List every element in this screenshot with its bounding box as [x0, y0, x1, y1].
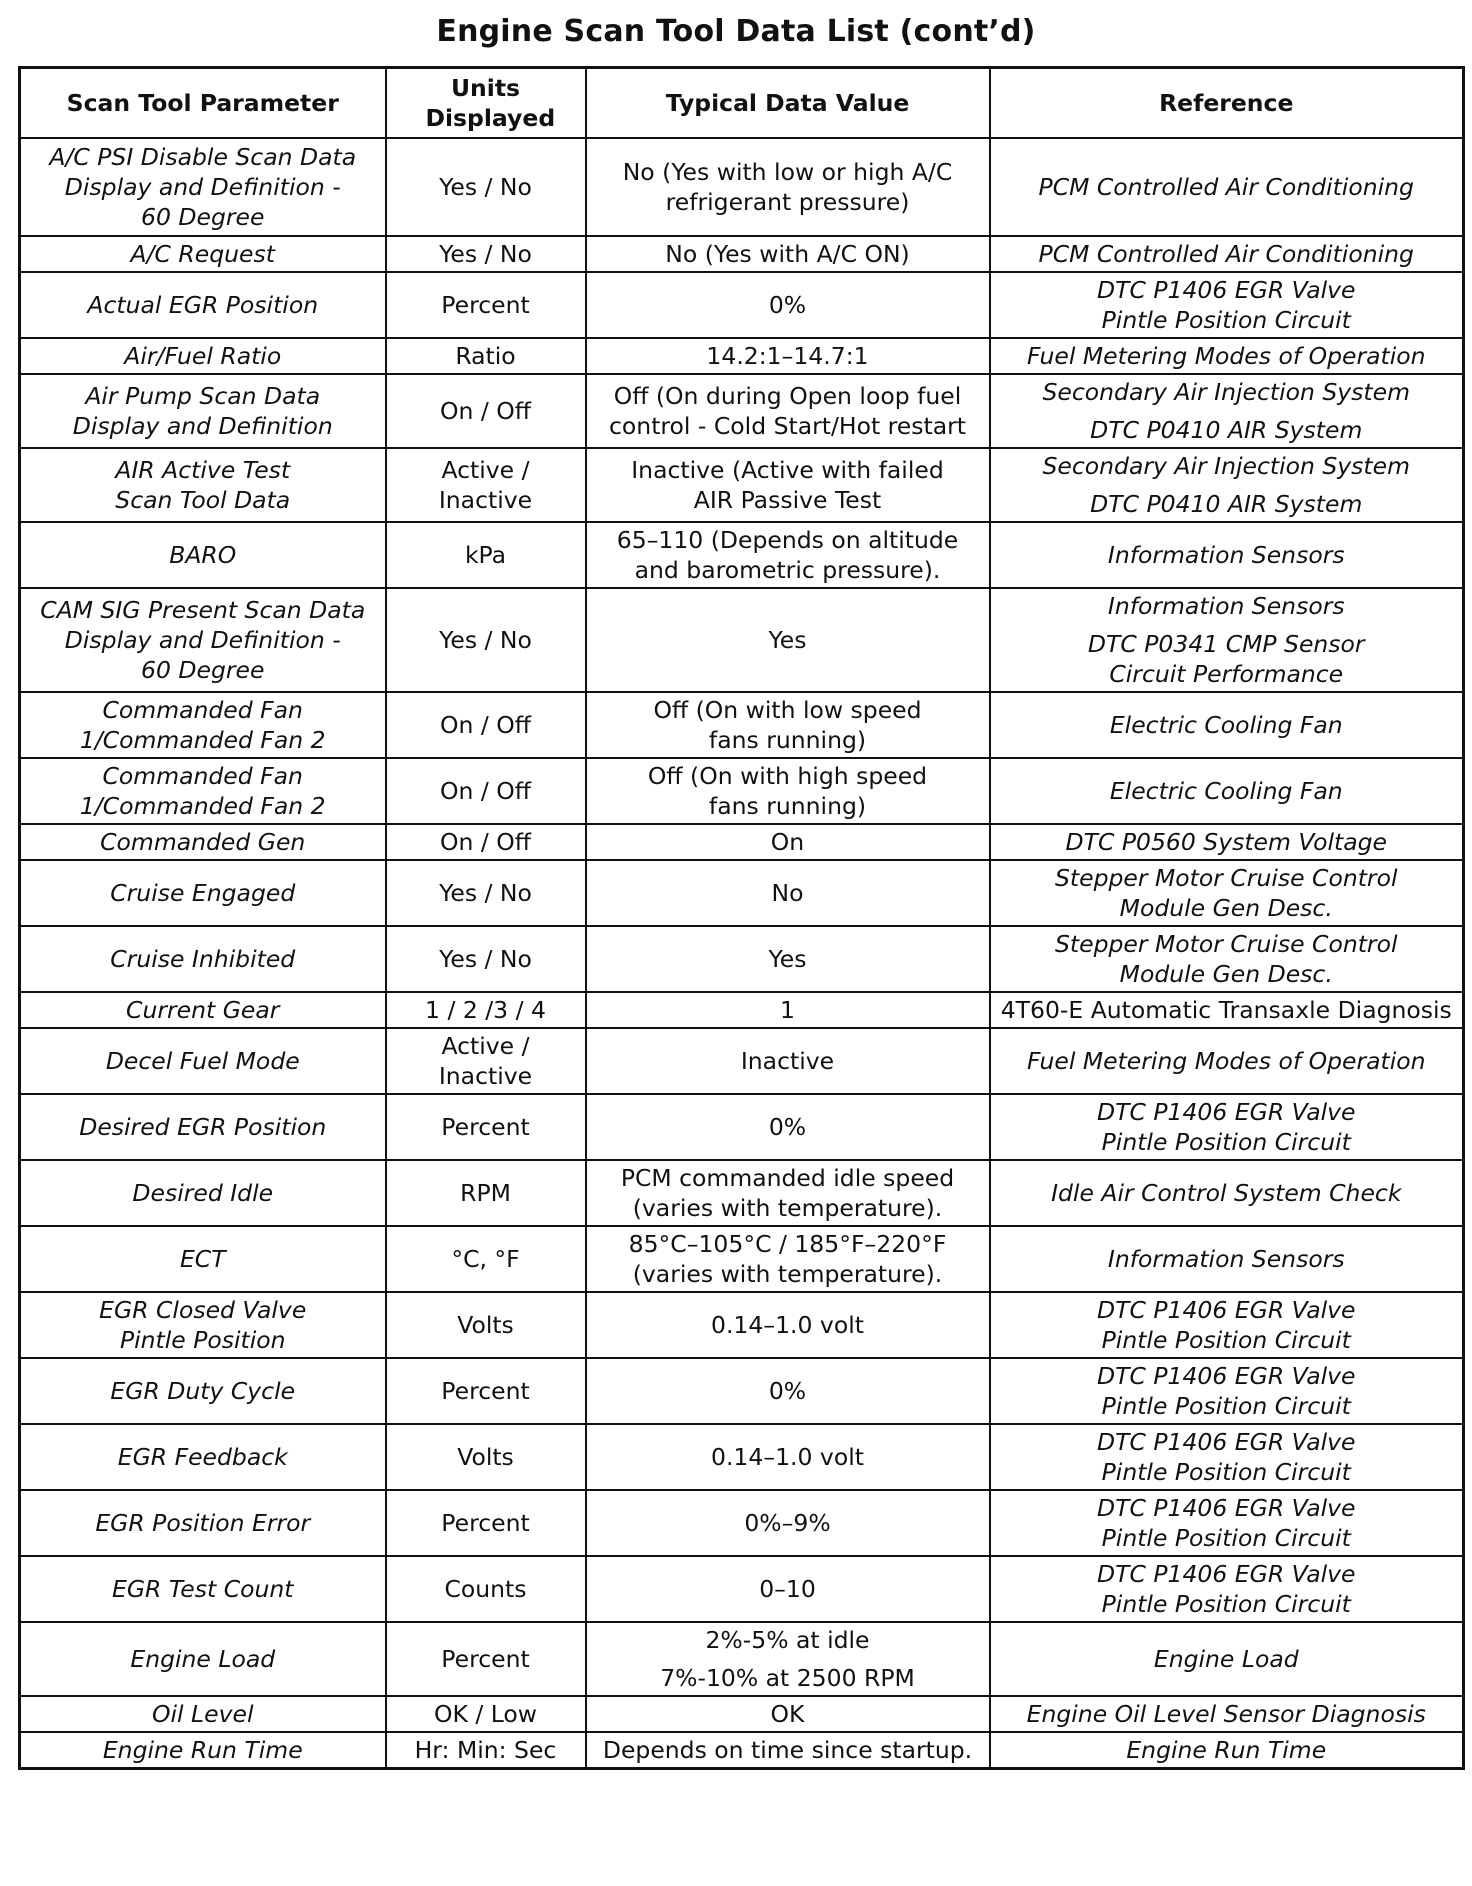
table-row [20, 692, 1464, 758]
cell-line: EGR Position Error [95, 1509, 311, 1537]
cell-parameter [20, 1490, 386, 1556]
cell-typical-value [586, 1622, 990, 1696]
cell-line: Information Sensors [1107, 1245, 1345, 1273]
cell-line: 60 Degree [141, 656, 265, 684]
cell-units: kPa [386, 522, 586, 588]
cell-units: 1 / 2 /3 / 4 [386, 992, 586, 1028]
cell-line: EGR Feedback [117, 1443, 288, 1471]
line-spacer [999, 481, 1455, 489]
cell-reference [990, 758, 1464, 824]
cell-line: No [771, 879, 804, 907]
cell-line: Depends on time since startup. [602, 1736, 973, 1764]
cell-line: Secondary Air Injection System [1042, 378, 1410, 406]
cell-line: OK [770, 1700, 805, 1728]
table-row [20, 992, 1464, 1028]
cell-typical-value [586, 1358, 990, 1424]
cell-line: DTC P0410 AIR System [1090, 416, 1363, 444]
cell-parameter [20, 338, 386, 374]
cell-line: and barometric pressure). [634, 556, 941, 584]
cell-line: Pintle Position Circuit [1101, 1128, 1351, 1156]
cell-line: DTC P0410 AIR System [1090, 490, 1363, 518]
cell-line: Yes [768, 626, 807, 654]
cell-parameter [20, 824, 386, 860]
cell-units: On / Off [386, 824, 586, 860]
cell-line: Pintle Position [119, 1326, 286, 1354]
cell-line: No (Yes with low or high A/C [622, 158, 953, 186]
cell-line: A/C PSI Disable Scan Data [49, 143, 357, 171]
cell-typical-value [586, 448, 990, 522]
cell-line: Engine Load [130, 1645, 276, 1673]
line-spacer [999, 621, 1455, 629]
cell-units: Percent [386, 1490, 586, 1556]
cell-line: refrigerant pressure) [665, 188, 910, 216]
cell-parameter [20, 860, 386, 926]
cell-line: 1/Commanded Fan 2 [79, 726, 326, 754]
cell-reference [990, 1696, 1464, 1732]
cell-units: Yes / No [386, 236, 586, 272]
cell-units: °C, °F [386, 1226, 586, 1292]
cell-line: Commanded Gen [100, 828, 306, 856]
cell-units: RPM [386, 1160, 586, 1226]
cell-line: 0%–9% [744, 1509, 831, 1537]
cell-parameter [20, 138, 386, 236]
cell-line: DTC P1406 EGR Valve [1097, 1494, 1356, 1522]
cell-line: DTC P1406 EGR Valve [1097, 1098, 1356, 1126]
cell-line: Pintle Position Circuit [1101, 1524, 1351, 1552]
cell-typical-value [586, 272, 990, 338]
cell-parameter [20, 1292, 386, 1358]
cell-units: On / Off [386, 758, 586, 824]
cell-line: Off (On during Open loop fuel [613, 382, 962, 410]
column-header-reference: Reference [990, 68, 1464, 139]
cell-reference [990, 1622, 1464, 1696]
cell-line: Current Gear [126, 996, 280, 1024]
cell-parameter [20, 1094, 386, 1160]
cell-units: Yes / No [386, 138, 586, 236]
table-row [20, 1028, 1464, 1094]
cell-reference [990, 1556, 1464, 1622]
cell-line: Yes [768, 945, 807, 973]
cell-typical-value [586, 1292, 990, 1358]
cell-parameter [20, 758, 386, 824]
cell-typical-value [586, 926, 990, 992]
table-row [20, 522, 1464, 588]
table-row [20, 272, 1464, 338]
cell-units: Ratio [386, 338, 586, 374]
cell-units: Active / Inactive [386, 1028, 586, 1094]
cell-line: Engine Load [1153, 1645, 1299, 1673]
cell-parameter [20, 926, 386, 992]
cell-line: DTC P0560 System Voltage [1065, 828, 1387, 856]
cell-line: 1 [780, 996, 795, 1024]
cell-units: Volts [386, 1292, 586, 1358]
cell-reference [990, 138, 1464, 236]
cell-line: Cruise Inhibited [110, 945, 296, 973]
cell-parameter [20, 588, 386, 692]
cell-parameter [20, 236, 386, 272]
cell-line: AIR Passive Test [693, 486, 882, 514]
cell-line: BARO [169, 541, 237, 569]
cell-line: Display and Definition - [64, 626, 341, 654]
cell-line: Air Pump Scan Data [85, 382, 321, 410]
column-header-units [386, 68, 586, 139]
cell-parameter [20, 448, 386, 522]
cell-units: On / Off [386, 692, 586, 758]
cell-line: 60 Degree [141, 203, 265, 231]
cell-typical-value [586, 1732, 990, 1769]
cell-line: 0% [768, 1113, 807, 1141]
cell-line: Circuit Performance [1109, 660, 1344, 688]
cell-reference [990, 374, 1464, 448]
table-row [20, 1732, 1464, 1769]
cell-typical-value [586, 588, 990, 692]
line-spacer [595, 1655, 981, 1663]
cell-line: Pintle Position Circuit [1101, 1392, 1351, 1420]
cell-parameter [20, 522, 386, 588]
cell-typical-value [586, 522, 990, 588]
cell-reference [990, 692, 1464, 758]
line-spacer [999, 407, 1455, 415]
cell-typical-value [586, 1490, 990, 1556]
table-row [20, 1226, 1464, 1292]
cell-line: Off (On with low speed [653, 696, 922, 724]
cell-line: Information Sensors [1107, 541, 1345, 569]
cell-reference [990, 522, 1464, 588]
cell-line: DTC P1406 EGR Valve [1097, 276, 1356, 304]
cell-units: Volts [386, 1424, 586, 1490]
cell-typical-value [586, 992, 990, 1028]
scan-tool-data-table [18, 66, 1465, 1770]
table-row [20, 588, 1464, 692]
page-title: Engine Scan Tool Data List (cont’d) [436, 14, 1036, 49]
cell-line: Engine Oil Level Sensor Diagnosis [1026, 1700, 1426, 1728]
cell-line: EGR Duty Cycle [110, 1377, 296, 1405]
cell-typical-value [586, 374, 990, 448]
cell-line: Information Sensors [1107, 592, 1345, 620]
cell-units: On / Off [386, 374, 586, 448]
cell-units: Percent [386, 1094, 586, 1160]
cell-line: Display and Definition - [64, 173, 341, 201]
cell-units: Percent [386, 1622, 586, 1696]
cell-parameter [20, 1226, 386, 1292]
cell-line: EGR Closed Valve [99, 1296, 307, 1324]
cell-reference [990, 338, 1464, 374]
cell-parameter [20, 1622, 386, 1696]
cell-units: Yes / No [386, 588, 586, 692]
cell-units: OK / Low [386, 1696, 586, 1732]
cell-units: Yes / No [386, 860, 586, 926]
cell-line: Commanded Fan [102, 696, 303, 724]
cell-line: DTC P1406 EGR Valve [1097, 1428, 1356, 1456]
cell-reference [990, 272, 1464, 338]
table-row [20, 374, 1464, 448]
cell-line: Electric Cooling Fan [1109, 711, 1343, 739]
table-row [20, 1094, 1464, 1160]
table-row [20, 1292, 1464, 1358]
cell-line: Module Gen Desc. [1119, 960, 1333, 988]
table-row [20, 338, 1464, 374]
cell-line: Scan Tool Data [115, 486, 291, 514]
cell-line: 0–10 [759, 1575, 816, 1603]
cell-line: (varies with temperature). [632, 1260, 943, 1288]
cell-line: Air/Fuel Ratio [124, 342, 282, 370]
table-row [20, 926, 1464, 992]
cell-line: 14.2:1–14.7:1 [706, 342, 869, 370]
cell-line: Pintle Position Circuit [1101, 1458, 1351, 1486]
table-row [20, 448, 1464, 522]
cell-line: 85°C–105°C / 185°F–220°F [628, 1230, 947, 1258]
cell-typical-value [586, 236, 990, 272]
cell-line: Pintle Position Circuit [1101, 1590, 1351, 1618]
cell-line: 0% [768, 291, 807, 319]
cell-line: Off (On with high speed [647, 762, 928, 790]
cell-line: Commanded Fan [102, 762, 303, 790]
cell-line: Stepper Motor Cruise Control [1054, 864, 1398, 892]
table-row [20, 1160, 1464, 1226]
cell-reference [990, 1160, 1464, 1226]
cell-reference [990, 926, 1464, 992]
cell-reference [990, 1358, 1464, 1424]
cell-line: 4T60-E Automatic Transaxle Diagnosis [1000, 996, 1452, 1024]
cell-typical-value [586, 1696, 990, 1732]
cell-line: Electric Cooling Fan [1109, 777, 1343, 805]
table-row [20, 236, 1464, 272]
cell-line: Oil Level [152, 1700, 254, 1728]
cell-typical-value [586, 1028, 990, 1094]
cell-line: 65–110 (Depends on altitude [616, 526, 959, 554]
cell-line: A/C Request [130, 240, 275, 268]
cell-parameter [20, 1424, 386, 1490]
cell-parameter [20, 692, 386, 758]
cell-line: Inactive [740, 1047, 835, 1075]
cell-line: DTC P1406 EGR Valve [1097, 1296, 1356, 1324]
cell-typical-value [586, 860, 990, 926]
cell-line: Desired EGR Position [79, 1113, 327, 1141]
cell-line: Fuel Metering Modes of Operation [1026, 1047, 1426, 1075]
table-row [20, 758, 1464, 824]
cell-line: Pintle Position Circuit [1101, 1326, 1351, 1354]
cell-line: CAM SIG Present Scan Data [40, 596, 366, 624]
cell-line: Secondary Air Injection System [1042, 452, 1410, 480]
cell-line: Decel Fuel Mode [105, 1047, 300, 1075]
cell-typical-value [586, 758, 990, 824]
cell-typical-value [586, 692, 990, 758]
cell-reference [990, 1424, 1464, 1490]
cell-line: Engine Run Time [102, 1736, 303, 1764]
cell-typical-value [586, 1160, 990, 1226]
cell-line: DTC P1406 EGR Valve [1097, 1560, 1356, 1588]
table-row [20, 1622, 1464, 1696]
cell-reference [990, 992, 1464, 1028]
cell-line: Module Gen Desc. [1119, 894, 1333, 922]
cell-line: DTC P1406 EGR Valve [1097, 1362, 1356, 1390]
cell-line: control - Cold Start/Hot restart [609, 412, 966, 440]
table-body [20, 138, 1464, 1769]
cell-units: Active / Inactive [386, 448, 586, 522]
cell-reference [990, 1490, 1464, 1556]
cell-typical-value [586, 338, 990, 374]
cell-parameter [20, 374, 386, 448]
cell-line: 7%-10% at 2500 RPM [660, 1664, 915, 1692]
cell-line: Inactive (Active with failed [631, 456, 944, 484]
cell-units: Hr: Min: Sec [386, 1732, 586, 1769]
cell-typical-value [586, 1556, 990, 1622]
cell-reference [990, 588, 1464, 692]
cell-parameter [20, 1028, 386, 1094]
cell-line: Pintle Position Circuit [1101, 306, 1351, 334]
cell-line: (varies with temperature). [632, 1194, 943, 1222]
cell-line: ECT [179, 1245, 226, 1273]
cell-line: 0% [768, 1377, 807, 1405]
cell-reference [990, 236, 1464, 272]
cell-parameter [20, 1556, 386, 1622]
cell-line: PCM Controlled Air Conditioning [1038, 173, 1414, 201]
cell-reference [990, 860, 1464, 926]
units-header-line: Units Displayed [425, 74, 556, 132]
cell-parameter [20, 272, 386, 338]
cell-line: Engine Run Time [1126, 1736, 1327, 1764]
cell-reference [990, 448, 1464, 522]
cell-reference [990, 1094, 1464, 1160]
cell-parameter [20, 1732, 386, 1769]
cell-line: 0.14–1.0 volt [711, 1443, 864, 1471]
cell-units: Percent [386, 1358, 586, 1424]
cell-line: Desired Idle [132, 1179, 274, 1207]
cell-units: Counts [386, 1556, 586, 1622]
cell-line: Idle Air Control System Check [1051, 1179, 1402, 1207]
cell-line: Fuel Metering Modes of Operation [1026, 342, 1426, 370]
cell-line: On [770, 828, 805, 856]
cell-units: Yes / No [386, 926, 586, 992]
cell-reference [990, 1292, 1464, 1358]
cell-line: DTC P0341 CMP Sensor [1087, 630, 1365, 658]
cell-line: AIR Active Test [115, 456, 291, 484]
table-row [20, 1696, 1464, 1732]
cell-typical-value [586, 138, 990, 236]
cell-typical-value [586, 1094, 990, 1160]
cell-line: No (Yes with A/C ON) [665, 240, 910, 268]
cell-parameter [20, 992, 386, 1028]
cell-typical-value [586, 1226, 990, 1292]
cell-units: Percent [386, 272, 586, 338]
cell-parameter [20, 1160, 386, 1226]
cell-line: fans running) [708, 726, 867, 754]
table-row [20, 1556, 1464, 1622]
cell-typical-value [586, 824, 990, 860]
table-row [20, 1490, 1464, 1556]
cell-reference [990, 824, 1464, 860]
cell-line: 0.14–1.0 volt [711, 1311, 864, 1339]
cell-typical-value [586, 1424, 990, 1490]
table-header-row [20, 68, 1464, 139]
cell-reference [990, 1028, 1464, 1094]
table-row [20, 860, 1464, 926]
cell-line: Stepper Motor Cruise Control [1054, 930, 1398, 958]
cell-parameter [20, 1358, 386, 1424]
cell-line: Cruise Engaged [110, 879, 296, 907]
table-row [20, 138, 1464, 236]
cell-line: PCM commanded idle speed [620, 1164, 955, 1192]
cell-line: Display and Definition [72, 412, 333, 440]
column-header-typical-value: Typical Data Value [586, 68, 990, 139]
cell-line: fans running) [708, 792, 867, 820]
cell-line: EGR Test Count [112, 1575, 294, 1603]
column-header-parameter: Scan Tool Parameter [20, 68, 386, 139]
cell-line: Actual EGR Position [87, 291, 319, 319]
cell-line: 1/Commanded Fan 2 [79, 792, 326, 820]
cell-reference [990, 1732, 1464, 1769]
table-row [20, 1358, 1464, 1424]
table-row [20, 1424, 1464, 1490]
cell-line: PCM Controlled Air Conditioning [1038, 240, 1414, 268]
cell-line: 2%-5% at idle [705, 1626, 870, 1654]
cell-parameter [20, 1696, 386, 1732]
cell-reference [990, 1226, 1464, 1292]
table-row [20, 824, 1464, 860]
